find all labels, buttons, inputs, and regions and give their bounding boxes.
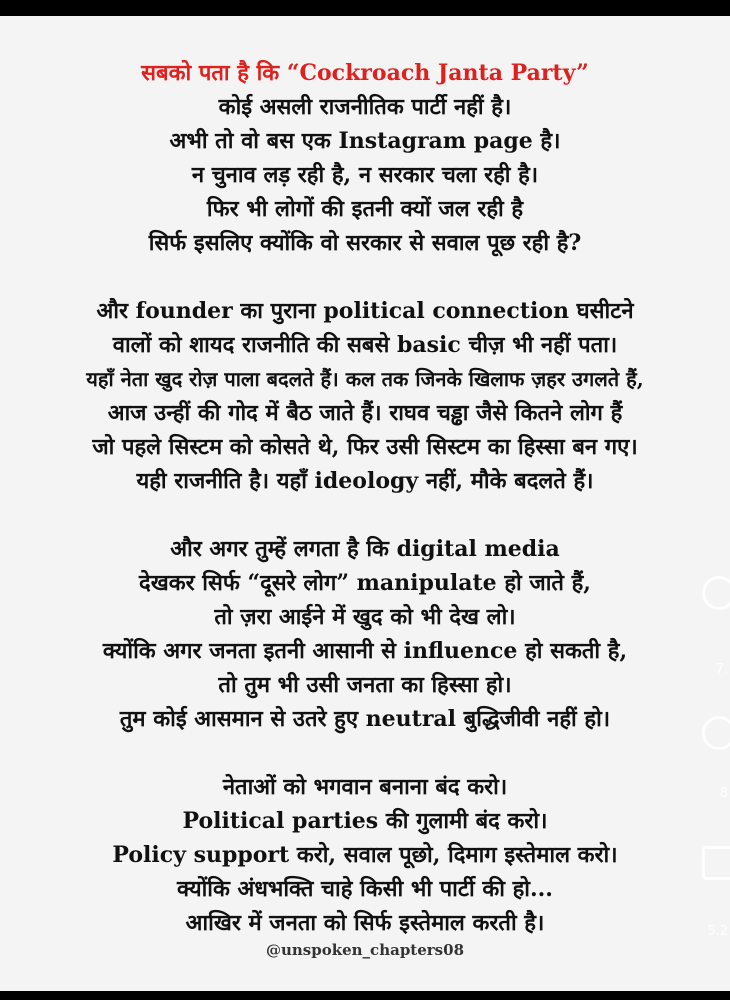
stanza3-line-6: तुम कोई आसमान से उतरे हुए neutral बुद्धिजीवी नहीं हो। — [119, 706, 611, 732]
status-bar — [0, 0, 730, 16]
stanza-gap — [0, 260, 730, 294]
stanza3-line-5: तो तुम भी उसी जनता का हिस्सा हो। — [218, 672, 512, 698]
stanza4-line-3: Policy support करो, सवाल पूछो, दिमाग इस्तेमाल करो। — [112, 842, 618, 868]
share-icon[interactable] — [702, 846, 730, 880]
stanza2-line-4: आज उन्हीं की गोद में बैठ जाते हैं। राघव चड्ढा जैसे कितने लोग हैं — [107, 400, 623, 426]
stanza4-line-4: क्योंकि अंधभक्ति चाहे किसी भी पार्टी की हो... — [177, 876, 553, 902]
stanza-gap — [0, 736, 730, 770]
share-count: 5.2 — [707, 924, 728, 939]
stanza1-line-1: कोई असली राजनीतिक पार्टी नहीं है। — [218, 94, 512, 120]
stanza4-line-5: आखिर में जनता को सिर्फ इस्तेमाल करती है। — [185, 910, 545, 936]
stanza1-line-4: फिर भी लोगों की इतनी क्यों जल रही है — [206, 196, 524, 222]
stanza3-line-2: देखकर सिर्फ “दूसरे लोग” manipulate हो जाते हैं, — [139, 570, 591, 596]
poem-text — [0, 56, 730, 940]
post-image[interactable] — [0, 16, 730, 991]
stanza3-line-3: तो ज़रा आईने में खुद को भी देख लो। — [214, 604, 516, 630]
stanza3-line-4: क्योंकि अगर जनता इतनी आसानी से influence हो सकती है, — [102, 638, 628, 664]
stanza1-line-2: अभी तो वो बस एक Instagram page है। — [169, 128, 561, 154]
stanza1-line-3: न चुनाव लड़ रही है, न सरकार चला रही है। — [191, 162, 539, 188]
like-icon[interactable] — [702, 576, 730, 610]
title-line: सबको पता है कि “Cockroach Janta Party” — [141, 60, 589, 86]
stanza3-line-1: और अगर तुम्हें लगता है कि digital media — [170, 536, 560, 562]
comment-count: 8 — [719, 786, 728, 801]
author-handle: @unspoken_chapters08 — [265, 941, 465, 959]
stanza2-line-1: और founder का पुराना political connection घसीटने — [96, 298, 634, 324]
stanza1-line-5: सिर्फ इसलिए क्योंकि वो सरकार से सवाल पूछ रही है? — [148, 230, 582, 256]
comment-icon[interactable] — [702, 716, 730, 750]
stanza2-line-5: जो पहले सिस्टम को कोसते थे, फिर उसी सिस्टम का हिस्सा बन गए। — [92, 434, 638, 460]
stanza-gap — [0, 498, 730, 532]
bottom-bar — [0, 991, 730, 1000]
side-action-rail — [700, 576, 730, 991]
stanza4-line-2: Political parties की गुलामी बंद करो। — [182, 808, 548, 834]
stanza2-line-2: वालों को शायद राजनीति की सबसे basic चीज़ भी नहीं पता। — [112, 332, 618, 358]
stanza2-line-6: यही राजनीति है। यहाँ ideology नहीं, मौके बदलते हैं। — [136, 468, 594, 494]
like-count: 7. — [715, 662, 728, 677]
stanza4-line-1: नेताओं को भगवान बनाना बंद करो। — [222, 774, 508, 800]
stanza2-line-3: यहाँ नेता खुद रोज़ पाला बदलते हैं। कल तक जिनके खिलाफ ज़हर उगलते हैं, — [86, 367, 644, 391]
